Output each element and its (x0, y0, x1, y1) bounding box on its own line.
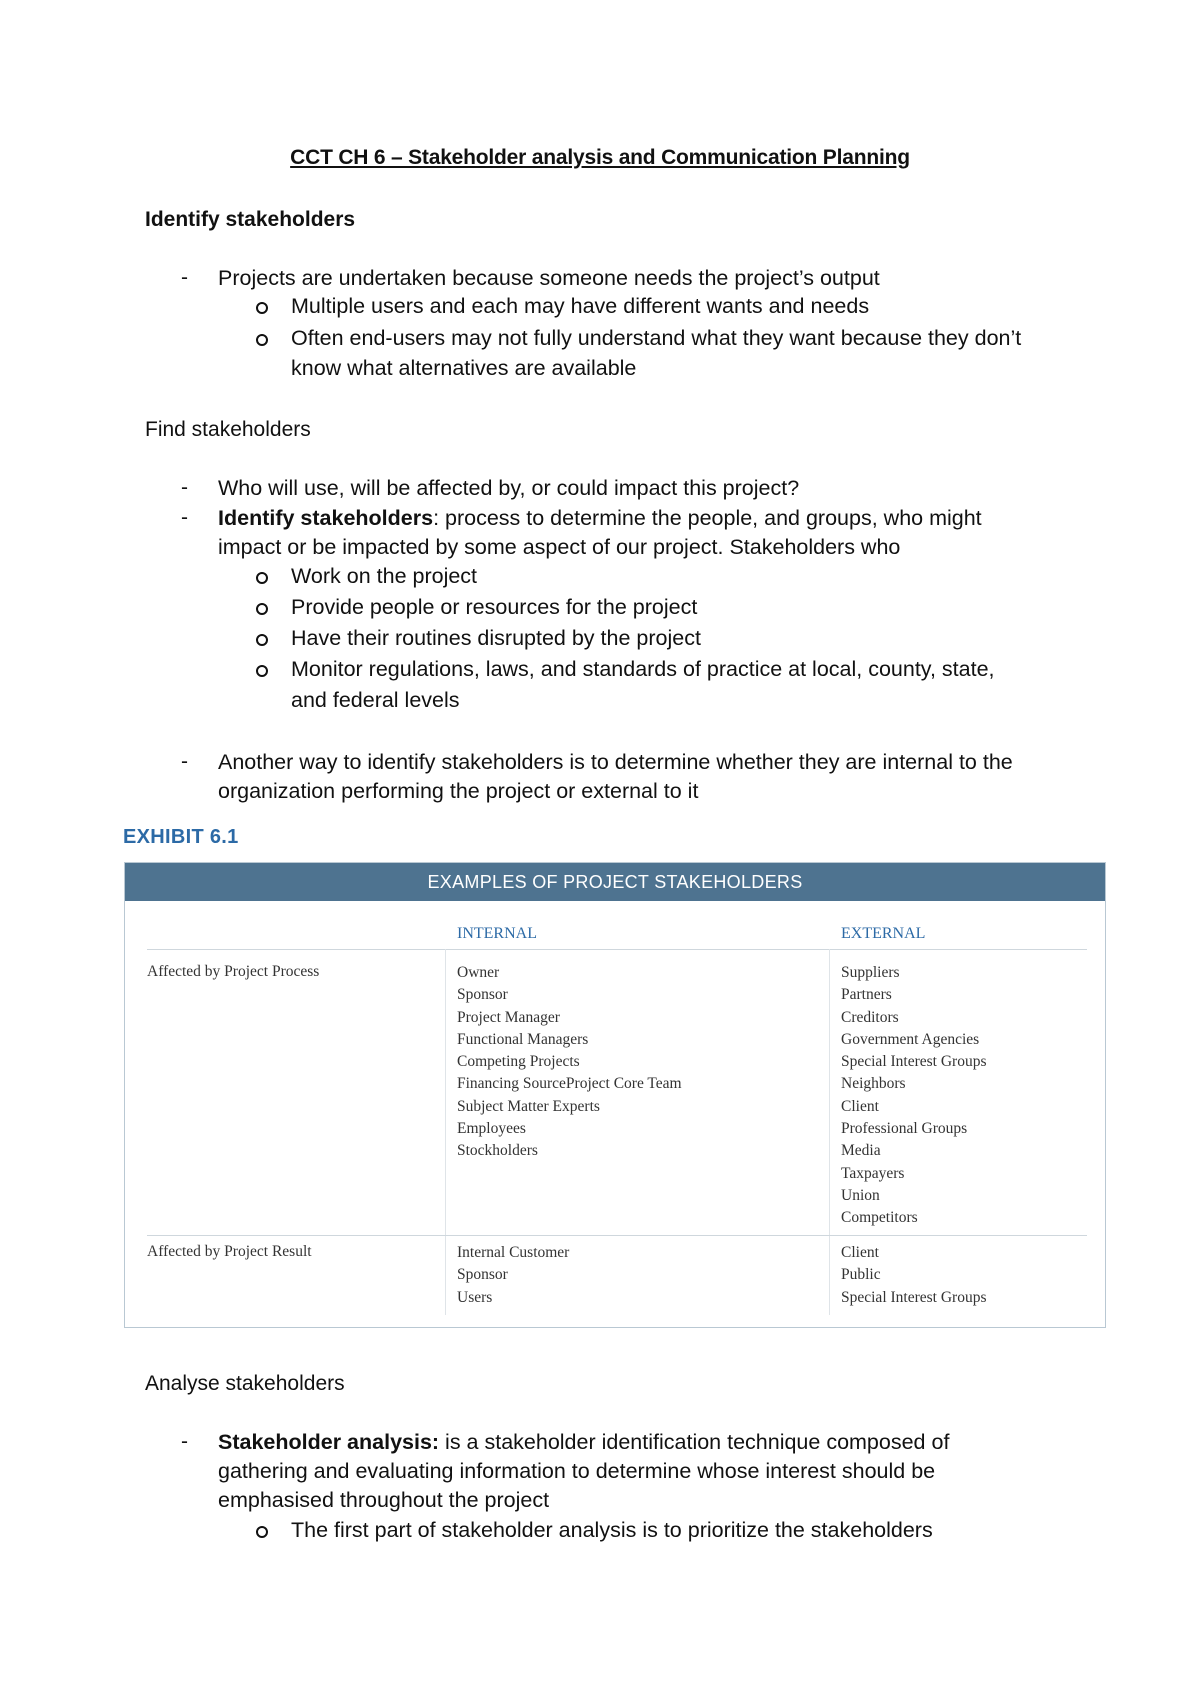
find-bullet-3-line-1: Another way to identify stakeholders is to determine whether they are internal to the (218, 750, 1013, 774)
analyse-bullet-1-line-3: emphasised throughout the project (218, 1488, 550, 1512)
list-item: Suppliers (841, 964, 900, 981)
find-sub-4-line-2: and federal levels (291, 688, 460, 712)
circle-bullet-icon (256, 1526, 268, 1538)
circle-bullet-icon (256, 665, 268, 677)
list-item: Sponsor (457, 1266, 508, 1284)
column-header-internal: INTERNAL (457, 925, 537, 942)
list-item: Internal Customer (457, 1244, 570, 1261)
stakeholders-table (124, 862, 1106, 1328)
list-item: Competing Projects (457, 1053, 580, 1071)
list-item: Professional Groups (841, 1120, 968, 1138)
find-bullet-2-line-1: Identify stakeholders: process to determine the people, and groups, who might (218, 506, 982, 530)
section-heading-analyse: Analyse stakeholders (145, 1372, 345, 1395)
row-label-process: Affected by Project Process (147, 963, 320, 980)
internal-list-process (457, 962, 682, 1163)
find-bullet-2-line-2: impact or be impacted by some aspect of our project. Stakeholders who (218, 535, 901, 559)
dash-bullet: - (181, 750, 188, 773)
identify-sub-2-line-1: Often end-users may not fully understand what they want because they don’t (291, 326, 1022, 350)
list-item: Functional Managers (457, 1030, 589, 1048)
term-stakeholder-analysis: Stakeholder analysis: (218, 1430, 440, 1454)
term-identify-stakeholders: Identify stakeholders (218, 506, 434, 530)
list-item: Special Interest Groups (841, 1288, 987, 1306)
table-column-divider (445, 949, 446, 1315)
column-header-external: EXTERNAL (841, 925, 926, 942)
list-item: Employees (457, 1120, 526, 1138)
list-item: Competitors (841, 1209, 918, 1227)
list-item: Client (841, 1244, 879, 1261)
dash-bullet: - (181, 1430, 188, 1453)
circle-bullet-icon (256, 334, 268, 346)
find-sub-1: Work on the project (291, 564, 478, 588)
list-item: Client (841, 1097, 879, 1115)
list-item: Sponsor (457, 986, 508, 1004)
analyse-sub-1: The first part of stakeholder analysis is to prioritize the stakeholders (291, 1518, 933, 1542)
list-item: Union (841, 1186, 880, 1204)
list-item: Subject Matter Experts (457, 1097, 600, 1115)
dash-bullet: - (181, 266, 188, 289)
list-item: Owner (457, 964, 500, 981)
list-item: Special Interest Groups (841, 1053, 987, 1071)
document-title: CCT CH 6 – Stakeholder analysis and Communication Planning (290, 146, 910, 169)
find-sub-3: Have their routines disrupted by the project (291, 626, 701, 650)
list-item: Neighbors (841, 1075, 906, 1093)
dash-bullet: - (181, 506, 188, 529)
circle-bullet-icon (256, 603, 268, 615)
identify-bullet-1: Projects are undertaken because someone needs the project’s output (218, 266, 880, 290)
external-list-process (841, 962, 987, 1230)
list-item: Government Agencies (841, 1030, 980, 1048)
find-bullet-1: Who will use, will be affected by, or could impact this project? (218, 476, 800, 500)
analyse-bullet-1-line-1: Stakeholder analysis: is a stakeholder identification technique composed of (218, 1430, 950, 1454)
find-sub-2: Provide people or resources for the project (291, 595, 698, 619)
identify-sub-1: Multiple users and each may have different wants and needs (291, 294, 870, 318)
table-column-divider (829, 949, 830, 1315)
circle-bullet-icon (256, 302, 268, 314)
find-sub-4-line-1: Monitor regulations, laws, and standards of practice at local, county, state, (291, 657, 995, 681)
table-rule (147, 1235, 1087, 1236)
list-item: Creditors (841, 1008, 899, 1026)
internal-list-result (457, 1242, 569, 1309)
section-heading-identify: Identify stakeholders (145, 208, 356, 231)
list-item: Users (457, 1288, 493, 1306)
external-list-result (841, 1242, 987, 1309)
list-item: Partners (841, 986, 892, 1004)
list-item: Project Manager (457, 1008, 560, 1026)
identify-sub-2-line-2: know what alternatives are available (291, 356, 637, 380)
table-title: EXAMPLES OF PROJECT STAKEHOLDERS (125, 863, 1105, 901)
list-item: Stockholders (457, 1142, 538, 1160)
circle-bullet-icon (256, 572, 268, 584)
analyse-bullet-1-line-2: gathering and evaluating information to determine whose interest should be (218, 1459, 936, 1483)
exhibit-label: EXHIBIT 6.1 (123, 826, 239, 848)
table-rule (147, 949, 1087, 950)
section-heading-find: Find stakeholders (145, 418, 311, 441)
dash-bullet: - (181, 476, 188, 499)
list-item: Public (841, 1266, 881, 1284)
circle-bullet-icon (256, 634, 268, 646)
list-item: Financing SourceProject Core Team (457, 1075, 682, 1093)
find-bullet-3-line-2: organization performing the project or external to it (218, 779, 699, 803)
list-item: Taxpayers (841, 1164, 905, 1182)
row-label-result: Affected by Project Result (147, 1243, 312, 1260)
list-item: Media (841, 1142, 881, 1160)
